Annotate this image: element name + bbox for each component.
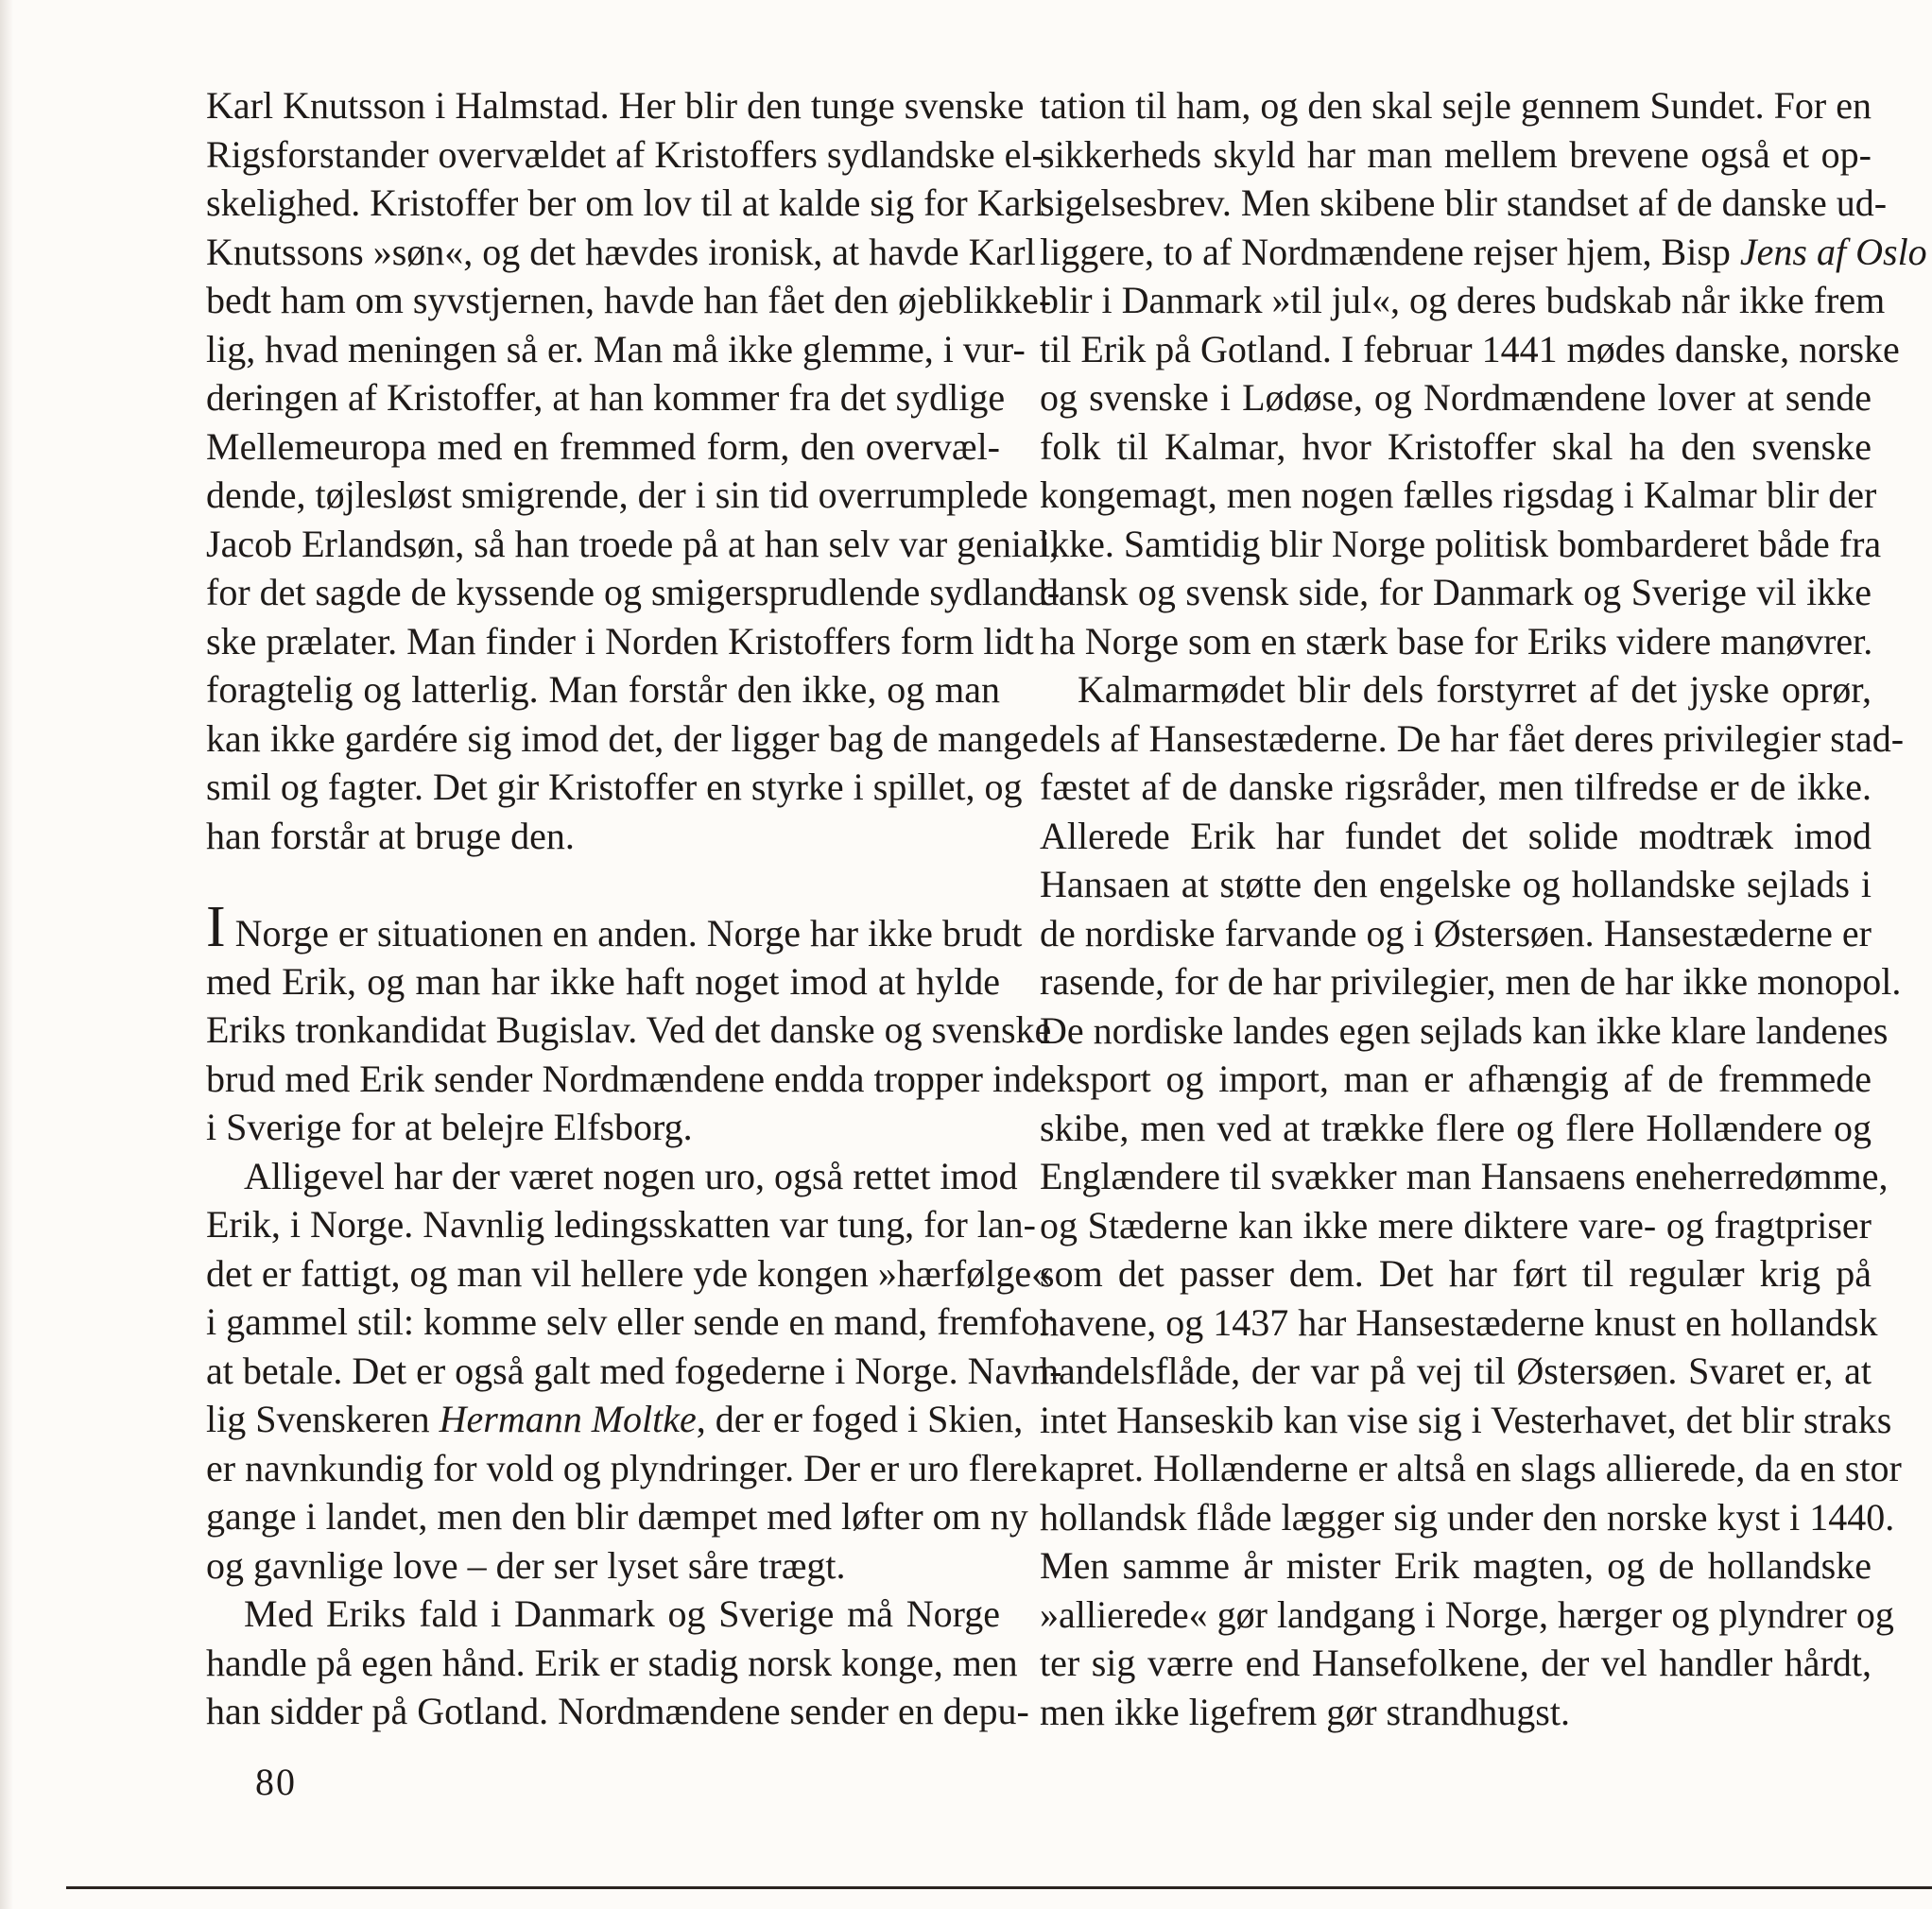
text-line: blir i Danmark »til jul«, og deres budskab når ikke frem [1040,279,1886,321]
text-line: lig, hvad meningen så er. Man må ikke glemme, i vur- [206,327,1026,370]
text-line: med Erik, og man har ikke haft noget imod at hylde [206,959,1000,1003]
text-line: det er fattigt, og man vil hellere yde kongen »hærfølge« [206,1251,1051,1295]
text-line: sikkerheds skyld har man mellem brevene også et op- [1040,132,1872,176]
text-run: lig Svenskeren [206,1398,440,1440]
text-line: Med Eriks fald i Danmark og Sverige må Norge [244,1592,1000,1635]
text-line: han sidder på Gotland. Nordmændene sender en depu- [206,1690,1029,1732]
text-line: Jacob Erlandsøn, så han troede på at han selv var genial, [206,522,1059,565]
text-line: handelsflåde, der var på vej til Østersøen. Svaret er, at [1040,1350,1872,1392]
text-line: dansk og svensk side, for Danmark og Sverige vil ikke [1040,571,1872,613]
text-line [206,895,1023,959]
text-line: Erik, i Norge. Navnlig ledingsskatten var tung, for lan- [206,1203,1036,1246]
page-bottom-edge [66,1886,1932,1889]
text-line: men ikke ligefrem gør strandhugst. [1040,1690,1570,1733]
text-line: Knutssons »søn«, og det hævdes ironisk, at havde Karl [206,230,1036,273]
text-line: intet Hanseskib kan vise sig i Vesterhavet, det blir straks [1040,1398,1892,1441]
text-line [1040,228,1927,277]
text-line: hollandsk flåde lægger sig under den norske kyst i 1440. [1040,1495,1895,1539]
text-run: , der er foged i Skien, [696,1398,1024,1440]
text-line: og gavnlige love – der ser lyset såre trægt. [206,1543,846,1587]
text-run: liggere, to af Nordmændene rejser hjem, Bisp [1040,230,1740,273]
text-line: skibe, men ved at trække flere og flere Hollændere og [1040,1106,1872,1149]
text-line: og svenske i Lødøse, og Nordmændene lover at sende [1040,376,1872,419]
text-line: til Erik på Gotland. I februar 1441 mødes danske, norske [1040,327,1900,370]
text-line: for det sagde de kyssende og smigersprudlende sydland- [206,571,1061,613]
text-line: foragtelig og latterlig. Man forstår den ikke, og man [206,668,1000,711]
text-run: Norge er situationen en anden. Norge har ikke brudt [234,912,1023,954]
text-line: ikke. Samtidig blir Norge politisk bombarderet både fra [1040,522,1882,565]
text-line: fæstet af de danske rigsråder, men tilfredse er de ikke. [1040,765,1872,808]
text-line: Karl Knutsson i Halmstad. Her blir den tunge svenske [206,84,1025,127]
text-line: i Sverige for at belejre Elfsborg. [206,1106,693,1148]
text-line: skelighed. Kristoffer ber om lov til at kalde sig for Karl [206,181,1044,224]
text-line [206,1395,1024,1444]
text-line: eksport og import, man er afhængig af de fremmede [1040,1058,1872,1100]
text-line: rasende, for de har privilegier, men de har ikke monopol. [1040,960,1902,1003]
text-line: han forstår at bruge den. [206,814,575,857]
italic-name: Hermann Moltke [439,1398,697,1440]
text-line: dende, tøjlesløst smigrende, der i sin tid overrumplede [206,473,1028,516]
text-line: Men samme år mister Erik magten, og de hollandske [1040,1544,1872,1587]
text-line: kan ikke gardére sig imod det, der ligger bag de mange [206,716,1039,760]
text-line: gange i landet, men den blir dæmpet med løfter om ny [206,1495,1028,1538]
text-line: Mellemeuropa med en fremmed form, den overvæl- [206,424,1000,468]
text-line: er navnkundig for vold og plyndringer. Der er uro flere [206,1446,1038,1489]
text-line: kongemagt, men nogen fælles rigsdag i Kalmar blir der [1040,473,1877,516]
text-line: Allerede Erik har fundet det solide modtræk imod [1040,814,1872,857]
text-line: Kalmarmødet blir dels forstyrret af det jyske oprør, [1078,668,1872,711]
text-line: Englændere til svækker man Hansaens eneherredømme, [1040,1155,1889,1197]
paragraph-gap [206,860,1000,908]
text-line: smil og fagter. Det gir Kristoffer en styrke i spillet, og [206,765,1023,808]
italic-name: Jens af Oslo [1739,230,1927,273]
text-line: ter sig værre end Hansefolkene, der vel handler hårdt, [1040,1642,1872,1684]
text-line: Eriks tronkandidat Bugislav. Ved det danske og svenske [206,1008,1052,1051]
text-line: ske prælater. Man finder i Norden Kristoffers form lidt [206,619,1034,662]
text-line: Alligevel har der været nogen uro, også rettet imod [244,1154,1018,1197]
text-line: at betale. Det er også galt med fogederne i Norge. Navn- [206,1349,1062,1392]
text-line: dels af Hansestæderne. De har fået deres privilegier stad- [1040,716,1905,760]
text-line: De nordiske landes egen sejlads kan ikke klare landenes [1040,1008,1889,1052]
text-line: ha Norge som en stærk base for Eriks videre manøvrer. [1040,619,1873,662]
drop-cap: I [206,895,226,959]
text-line: havene, og 1437 har Hansestæderne knust en hollandsk [1040,1300,1878,1344]
text-line: og Stæderne kan ikke mere diktere vare- og fragtpriser [1040,1203,1872,1247]
text-line: de nordiske farvande og i Østersøen. Hansestæderne er [1040,911,1872,954]
text-line: handle på egen hånd. Erik er stadig norsk konge, men [206,1641,1018,1684]
text-line: i gammel stil: komme selv eller sende en mand, fremfor [206,1300,1053,1343]
text-line: bedt ham om syvstjernen, havde han fået den øjeblikke- [206,279,1052,321]
text-line: folk til Kalmar, hvor Kristoffer skal ha den svenske [1040,424,1872,468]
text-line: Rigsforstander overvældet af Kristoffers sydlandske el- [206,132,1044,176]
text-line: tation til ham, og den skal sejle gennem Sundet. For en [1040,84,1872,127]
text-line: »allierede« gør landgang i Norge, hærger og plyndrer og [1040,1592,1894,1636]
text-line: sigelsesbrev. Men skibene blir standset af de danske ud- [1040,181,1888,224]
text-line: Hansaen at støtte den engelske og hollandske sejlads i [1040,863,1872,905]
text-line: som det passer dem. Det har ført til regulær krig på [1040,1252,1872,1295]
page-number: 80 [255,1761,297,1803]
text-line: brud med Erik sender Nordmændene endda tropper ind [206,1057,1042,1100]
right-text-column [1040,81,1927,1736]
left-text-column [206,81,1062,1736]
page-gutter-shadow [0,0,13,1909]
text-line: deringen af Kristoffer, at han kommer fra det sydlige [206,376,1006,419]
text-line: kapret. Hollænderne er altså en slags allierede, da en stor [1040,1447,1902,1489]
